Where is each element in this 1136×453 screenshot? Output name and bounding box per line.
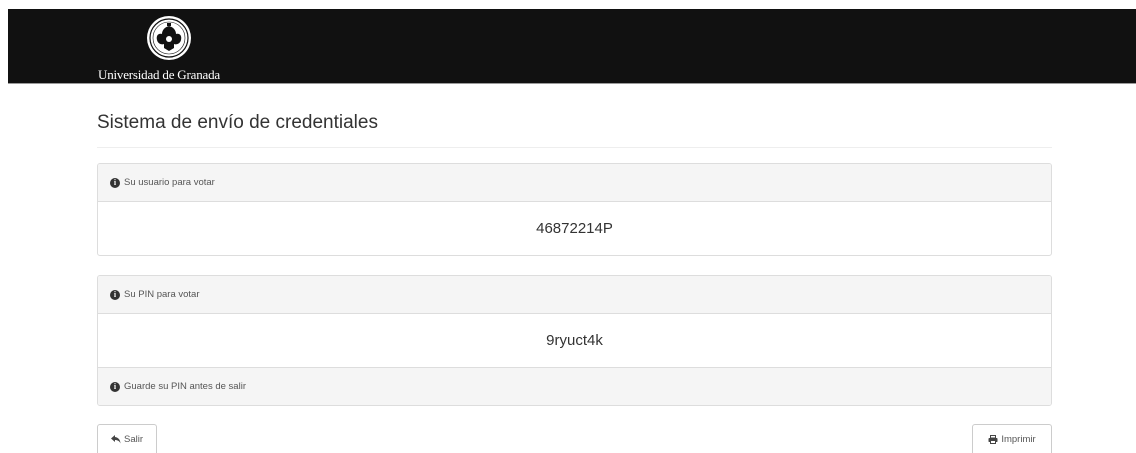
username-value: 46872214P (536, 220, 613, 237)
navbar (8, 9, 1136, 83)
exit-button-label: Salir (123, 433, 143, 445)
university-seal-icon (146, 15, 192, 61)
info-circle-icon: i (110, 290, 120, 300)
user-panel-body (98, 202, 1051, 255)
pin-panel-footer-label: Guarde su PIN antes de salir (124, 381, 246, 392)
info-circle-icon: i (110, 178, 120, 188)
reply-arrow-icon (111, 435, 121, 444)
navbar-divider (8, 83, 1136, 84)
print-button[interactable] (972, 424, 1052, 453)
user-panel-heading (98, 164, 1051, 202)
user-panel-heading-label: Su usuario para votar (124, 177, 215, 188)
pin-panel-footer (98, 367, 1051, 405)
university-name: Universidad de Granada (98, 67, 220, 82)
info-circle-icon: i (110, 382, 120, 392)
pin-panel (97, 275, 1052, 406)
pin-panel-heading (98, 276, 1051, 314)
print-icon (988, 435, 998, 444)
print-button-label: Imprimir (1001, 433, 1036, 445)
title-divider (97, 147, 1052, 148)
pin-panel-heading-label: Su PIN para votar (124, 289, 200, 300)
pin-panel-body (98, 314, 1051, 367)
university-logo[interactable] (98, 13, 268, 81)
user-panel (97, 163, 1052, 256)
exit-button[interactable] (97, 424, 157, 453)
pin-value: 9ryuct4k (546, 332, 603, 349)
top-strip (0, 0, 1136, 9)
page-title: Sistema de envío de credentiales (97, 112, 378, 133)
